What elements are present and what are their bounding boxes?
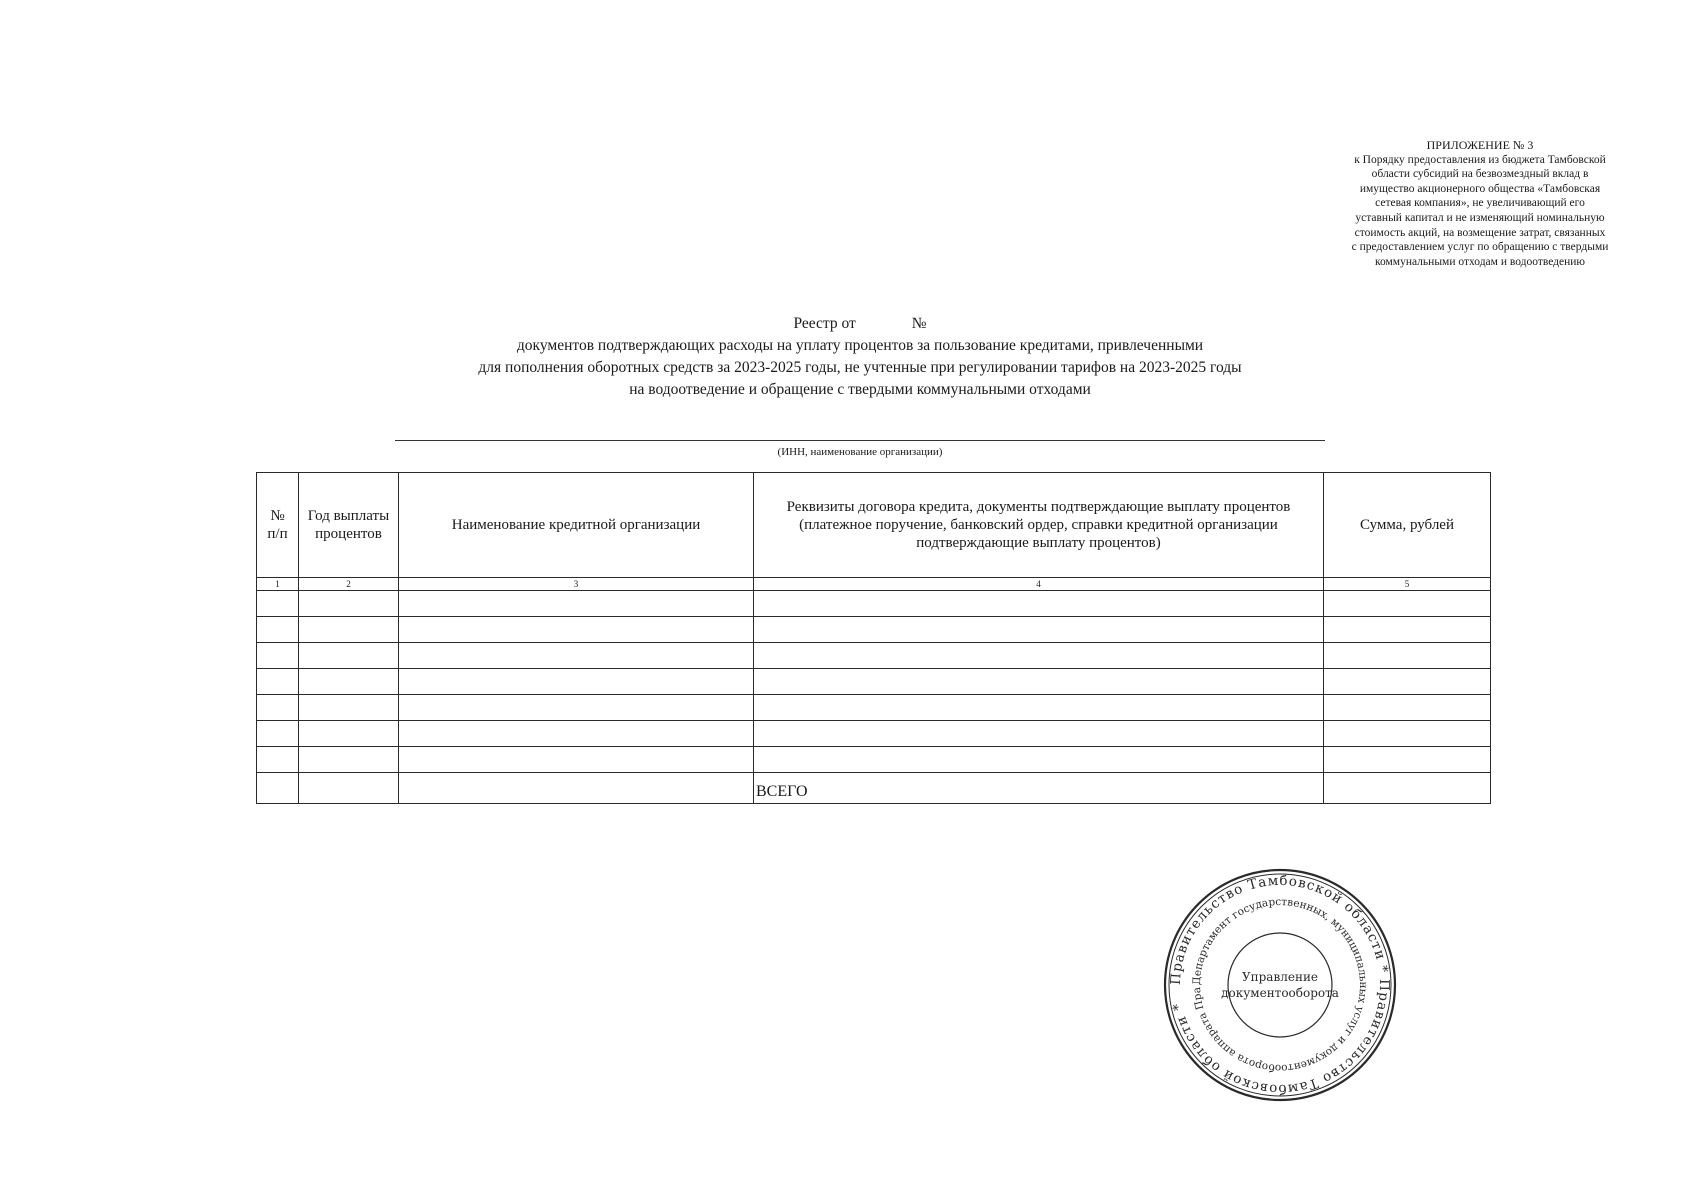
total-cell-empty bbox=[257, 773, 299, 804]
table-cell bbox=[1324, 643, 1491, 669]
column-number: 5 bbox=[1324, 578, 1491, 591]
column-number: 2 bbox=[299, 578, 399, 591]
table-cell bbox=[299, 747, 399, 773]
registry-line bbox=[793, 313, 926, 335]
appendix-line: коммунальными отходам и водоотведению bbox=[1374, 255, 1586, 268]
header-bank-name: Наименование кредитной организации bbox=[399, 473, 754, 578]
column-number: 4 bbox=[754, 578, 1324, 591]
stamp-center-line: Управление bbox=[1241, 970, 1319, 984]
table-cell bbox=[1324, 617, 1491, 643]
table-cell bbox=[299, 643, 399, 669]
table-row bbox=[257, 591, 1491, 617]
title-line: для пополнения оборотных средств за 2023-2025 годы, не учтенные при регулировании тарифов на 2023-2025 годы bbox=[478, 359, 1242, 376]
appendix-line: сетевая компания», не увеличивающий его bbox=[1375, 197, 1585, 210]
table-cell bbox=[399, 695, 754, 721]
stamp-outer-text: Правительство Тамбовской области * Правительство Тамбовской области * bbox=[1167, 872, 1393, 1098]
appendix-line: области субсидий на безвозмездный вклад в bbox=[1371, 168, 1589, 181]
header-loan-details: Реквизиты договора кредита, документы подтверждающие выплату процентов (платежное поручение, банковский ордер, справки кредитной организации подтверждающие выплату процентов) bbox=[754, 473, 1324, 578]
table-row bbox=[257, 721, 1491, 747]
table-cell bbox=[399, 617, 754, 643]
table-cell bbox=[399, 747, 754, 773]
table-cell bbox=[399, 591, 754, 617]
table-cell bbox=[257, 747, 299, 773]
table-row bbox=[257, 669, 1491, 695]
table-row bbox=[257, 643, 1491, 669]
table-cell bbox=[299, 721, 399, 747]
column-number: 3 bbox=[399, 578, 754, 591]
table-cell bbox=[754, 617, 1324, 643]
header-row bbox=[257, 473, 1491, 578]
header-number: № п/п bbox=[257, 473, 299, 578]
official-stamp bbox=[1160, 865, 1400, 1105]
total-label: ВСЕГО bbox=[754, 773, 1324, 804]
header-amount: Сумма, рублей bbox=[1324, 473, 1491, 578]
stamp-center-line: документооборота bbox=[1221, 986, 1339, 1000]
table-cell bbox=[257, 721, 299, 747]
document-title bbox=[380, 313, 1340, 401]
table-cell bbox=[299, 591, 399, 617]
table-cell bbox=[257, 617, 299, 643]
number-sign: № bbox=[911, 315, 927, 332]
stamp-inner-text: Департамент государственных, муниципальных услуг и документооборота аппарата Пра bbox=[1190, 895, 1370, 1075]
table-cell bbox=[257, 591, 299, 617]
appendix-line: к Порядку предоставления из бюджета Тамбовской bbox=[1354, 153, 1606, 166]
registry-label: Реестр от bbox=[793, 315, 856, 332]
column-number-row bbox=[257, 578, 1491, 591]
appendix-line: с предоставлением услуг по обращению с твердыми bbox=[1351, 241, 1609, 254]
table-row bbox=[257, 695, 1491, 721]
table-cell bbox=[754, 695, 1324, 721]
table-cell bbox=[257, 643, 299, 669]
register-table bbox=[256, 472, 1491, 804]
column-number: 1 bbox=[257, 578, 299, 591]
total-amount-cell bbox=[1324, 773, 1491, 804]
table-cell bbox=[299, 695, 399, 721]
table-cell bbox=[299, 669, 399, 695]
appendix-line: имущество акционерного общества «Тамбовская bbox=[1359, 182, 1601, 195]
table-row bbox=[257, 617, 1491, 643]
table-cell bbox=[1324, 747, 1491, 773]
total-cell-empty bbox=[299, 773, 399, 804]
table-cell bbox=[1324, 721, 1491, 747]
appendix-line: стоимость акций, на возмещение затрат, связанных bbox=[1354, 226, 1606, 239]
table-cell bbox=[257, 695, 299, 721]
title-line: документов подтверждающих расходы на уплату процентов за пользование кредитами, привлеченными bbox=[516, 337, 1204, 354]
appendix-line: уставный капитал и не изменяющий номинальную bbox=[1355, 211, 1605, 224]
title-line: на водоотведение и обращение с твердыми коммунальными отходами bbox=[629, 381, 1091, 398]
table-cell bbox=[1324, 591, 1491, 617]
table-cell bbox=[399, 669, 754, 695]
organization-underline bbox=[395, 440, 1325, 441]
table-cell bbox=[754, 643, 1324, 669]
table-cell bbox=[399, 721, 754, 747]
stamp-graphic bbox=[1160, 865, 1400, 1105]
table-cell bbox=[1324, 695, 1491, 721]
header-year: Год выплаты процентов bbox=[299, 473, 399, 578]
table-cell bbox=[1324, 669, 1491, 695]
table-cell bbox=[754, 591, 1324, 617]
table-cell bbox=[754, 747, 1324, 773]
table-cell bbox=[754, 669, 1324, 695]
table-cell bbox=[257, 669, 299, 695]
organization-caption: (ИНН, наименование организации) bbox=[777, 446, 943, 458]
total-cell-empty bbox=[399, 773, 754, 804]
total-row bbox=[257, 773, 1491, 804]
table-cell bbox=[754, 721, 1324, 747]
appendix-title: ПРИЛОЖЕНИЕ № 3 bbox=[1426, 138, 1534, 152]
table-cell bbox=[299, 617, 399, 643]
table-row bbox=[257, 747, 1491, 773]
table-cell bbox=[399, 643, 754, 669]
appendix-header bbox=[1300, 138, 1660, 269]
